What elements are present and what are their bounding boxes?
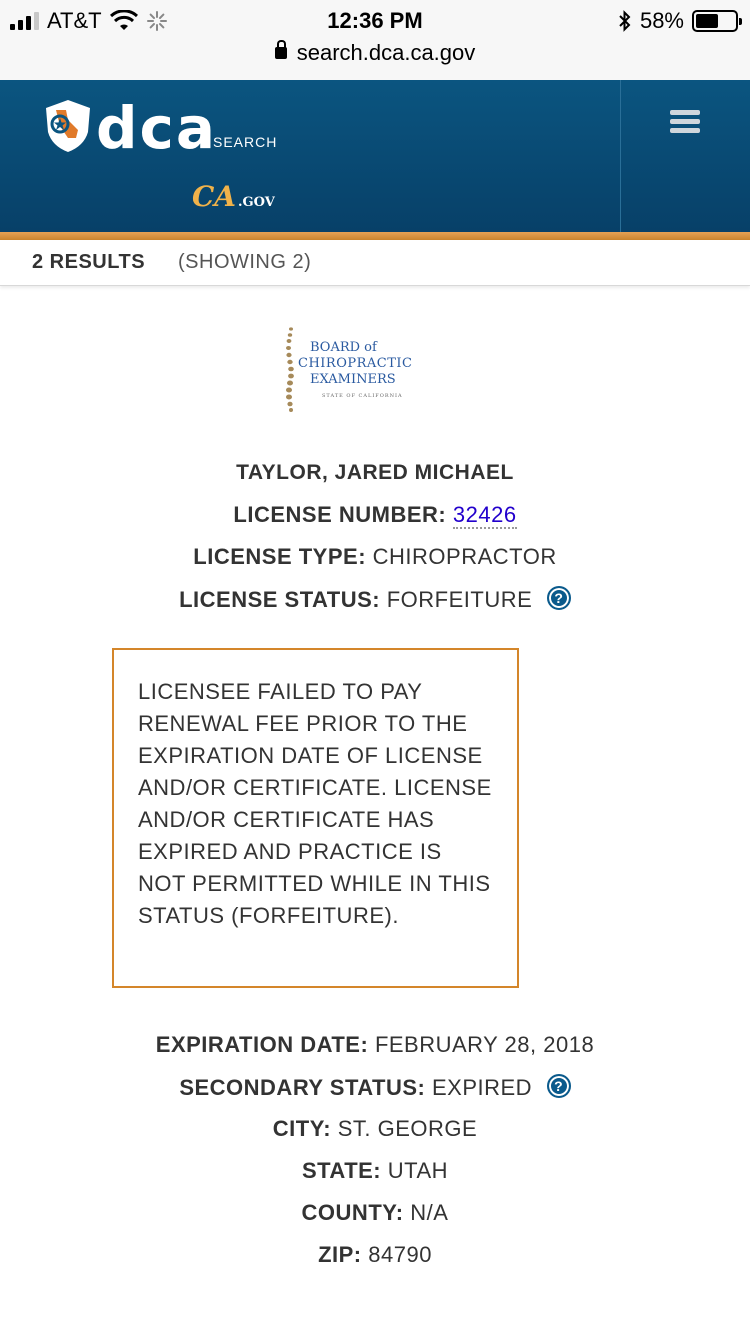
- secondary-status-label: SECONDARY STATUS:: [179, 1075, 426, 1100]
- expiration-date-label: EXPIRATION DATE:: [155, 1032, 369, 1057]
- menu-button[interactable]: [670, 110, 700, 134]
- status-right: [618, 8, 738, 34]
- zip-label: ZIP:: [318, 1242, 362, 1267]
- dca-shield-icon: [42, 98, 94, 154]
- site-header: [0, 80, 750, 232]
- header-accent-bar: [0, 232, 750, 240]
- expiration-date-row: [0, 1032, 750, 1058]
- state-label: STATE:: [301, 1158, 382, 1183]
- dca-logo[interactable]: [42, 94, 292, 213]
- license-type-value: CHIROPRACTOR: [372, 544, 557, 569]
- city-label: CITY:: [272, 1116, 332, 1141]
- status-bar: [0, 0, 750, 40]
- lock-icon: [275, 47, 287, 59]
- cagov-suffix: .GOV: [238, 195, 275, 210]
- status-notice-box: [112, 648, 519, 988]
- help-icon[interactable]: ?: [547, 1074, 571, 1098]
- state-value: UTAH: [387, 1158, 449, 1183]
- board-line-3: EXAMINERS: [310, 372, 396, 387]
- dca-wordmark: dca: [96, 94, 218, 162]
- license-status-row: [0, 586, 750, 613]
- dca-search-label: SEARCH: [213, 134, 278, 150]
- zip-value: 84790: [368, 1242, 432, 1267]
- county-label: COUNTY:: [301, 1200, 404, 1225]
- secondary-status-value: EXPIRED: [431, 1075, 533, 1100]
- secondary-status-row: [0, 1074, 750, 1101]
- help-icon[interactable]: ?: [547, 586, 571, 610]
- city-row: [0, 1116, 750, 1142]
- url-text: search.dca.ca.gov: [296, 40, 476, 65]
- spine-icon: [286, 326, 294, 414]
- bluetooth-icon: [618, 10, 632, 32]
- results-showing: (SHOWING 2): [178, 251, 312, 273]
- county-value: N/A: [410, 1200, 449, 1225]
- zip-row: [0, 1242, 750, 1268]
- license-type-label: LICENSE TYPE:: [193, 544, 367, 569]
- board-line-4: STATE OF CALIFORNIA: [322, 393, 403, 399]
- carrier-label: AT&T: [47, 8, 102, 33]
- results-bar: [0, 240, 750, 286]
- county-row: [0, 1200, 750, 1226]
- license-number-label: LICENSE NUMBER:: [233, 502, 447, 527]
- cagov-logo[interactable]: [192, 180, 275, 213]
- license-number-row: [0, 502, 750, 528]
- state-row: [0, 1158, 750, 1184]
- board-name: [298, 340, 413, 404]
- battery-icon: [692, 10, 738, 32]
- header-divider: [620, 80, 621, 232]
- expiration-date-value: FEBRUARY 28, 2018: [374, 1032, 595, 1057]
- board-line-1: BOARD of: [310, 340, 377, 355]
- license-status-value: FORFEITURE: [386, 587, 533, 612]
- board-logo: [284, 326, 434, 414]
- battery-percent: 58%: [639, 8, 684, 33]
- board-line-2: CHIROPRACTIC: [298, 356, 413, 371]
- battery-fill: [696, 14, 718, 28]
- license-number-link[interactable]: 32426: [452, 502, 517, 527]
- license-status-label: LICENSE STATUS:: [179, 587, 381, 612]
- results-count: 2 RESULTS: [32, 251, 146, 273]
- clock: 12:36 PM: [327, 8, 423, 33]
- cagov-text: CA: [192, 180, 237, 213]
- url-bar[interactable]: [0, 40, 750, 80]
- city-value: ST. GEORGE: [337, 1116, 478, 1141]
- licensee-name: TAYLOR, JARED MICHAEL: [236, 461, 514, 484]
- license-type-row: [0, 544, 750, 570]
- status-notice-text: LICENSEE FAILED TO PAY RENEWAL FEE PRIOR TO THE EXPIRATION DATE OF LICENSE AND/OR CERTIFICATE. LICENSE AND/OR CERTIFICATE HAS EXPIRED AND PRACTICE IS NOT PERMITTED WHILE IN THIS STATUS (FORFEITURE).: [138, 679, 492, 928]
